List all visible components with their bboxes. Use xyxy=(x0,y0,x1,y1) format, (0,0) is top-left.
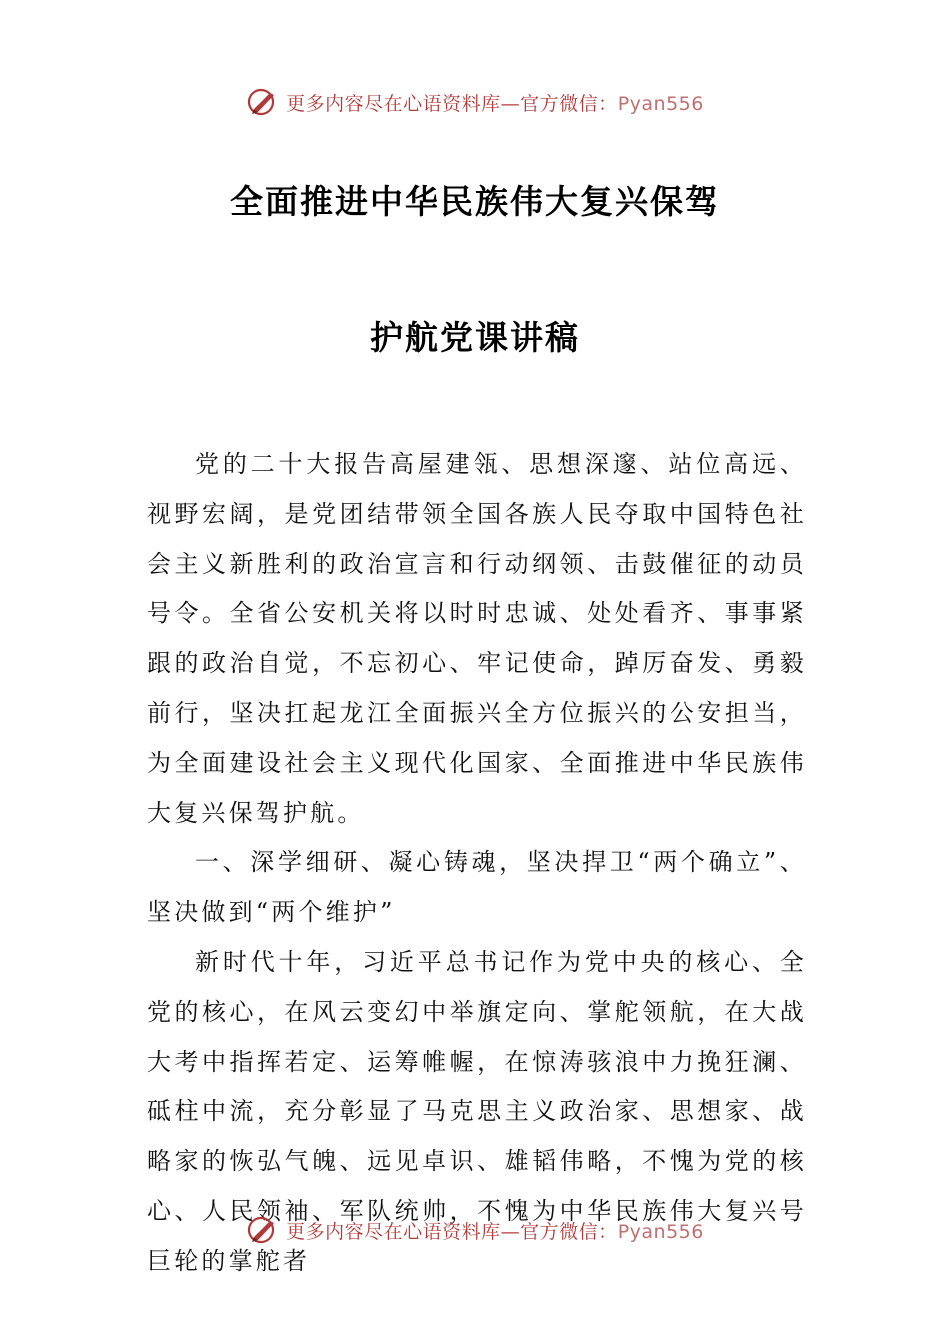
banner-official: 官方微信： xyxy=(520,1220,618,1243)
paragraph-section-1: 新时代十年，习近平总书记作为党中央的核心、全党的核心，在风云变幻中举旗定向、掌舵领航，在大战大考中指挥若定、运筹帷幄，在惊涛骇浪中力挽狂澜、砥柱中流，充分彰显了马克思主义政治家、思想家、战略家的恢弘气魄、远见卓识、雄韬伟略，不愧为党的核心、人民领袖、军队统帅，不愧为中华民族伟大复兴号巨轮的掌舵者 xyxy=(147,947,807,1275)
banner-brand: 更多内容尽在心语资料库 xyxy=(286,1220,501,1243)
banner-wechat-id: Pyan556 xyxy=(617,92,704,115)
header-banner xyxy=(0,82,950,122)
document-title-line-1: 全面推进中华民族伟大复兴保驾 xyxy=(230,182,720,221)
paragraph-intro: 党的二十大报告高屋建瓴、思想深邃、站位高远、视野宏阔，是党团结带领全国各族人民夺取中国特色社会主义新胜利的政治宣言和行动纲领、击鼓催征的动员号令。全省公安机关将以时时忠诚、处处看齐、事事紧跟的政治自觉，不忘初心、牢记使命，踔厉奋发、勇毅前行，坚决扛起龙江全面振兴全方位振兴的公安担当，为全面建设社会主义现代化国家、全面推进中华民族伟大复兴保驾护航。 xyxy=(147,450,807,827)
banner-dash: — xyxy=(500,1220,521,1243)
banner-text xyxy=(286,89,704,116)
header-banner-content xyxy=(246,85,704,119)
banner-wechat-id: Pyan556 xyxy=(617,1220,704,1243)
footer-banner-content xyxy=(246,1213,704,1247)
section-heading-1: 一、深学细研、凝心铸魂，坚决捍卫“两个确立”、坚决做到“两个维护” xyxy=(147,848,807,927)
banner-brand: 更多内容尽在心语资料库 xyxy=(286,92,501,115)
banner-text xyxy=(286,1217,704,1244)
footer-banner xyxy=(0,1210,950,1250)
pen-logo-icon xyxy=(246,85,280,119)
pen-logo-icon xyxy=(246,1213,280,1247)
document-body xyxy=(147,440,807,1287)
banner-official: 官方微信： xyxy=(520,92,618,115)
banner-dash: — xyxy=(500,92,521,115)
document-title-line-2: 护航党课讲稿 xyxy=(370,318,580,357)
